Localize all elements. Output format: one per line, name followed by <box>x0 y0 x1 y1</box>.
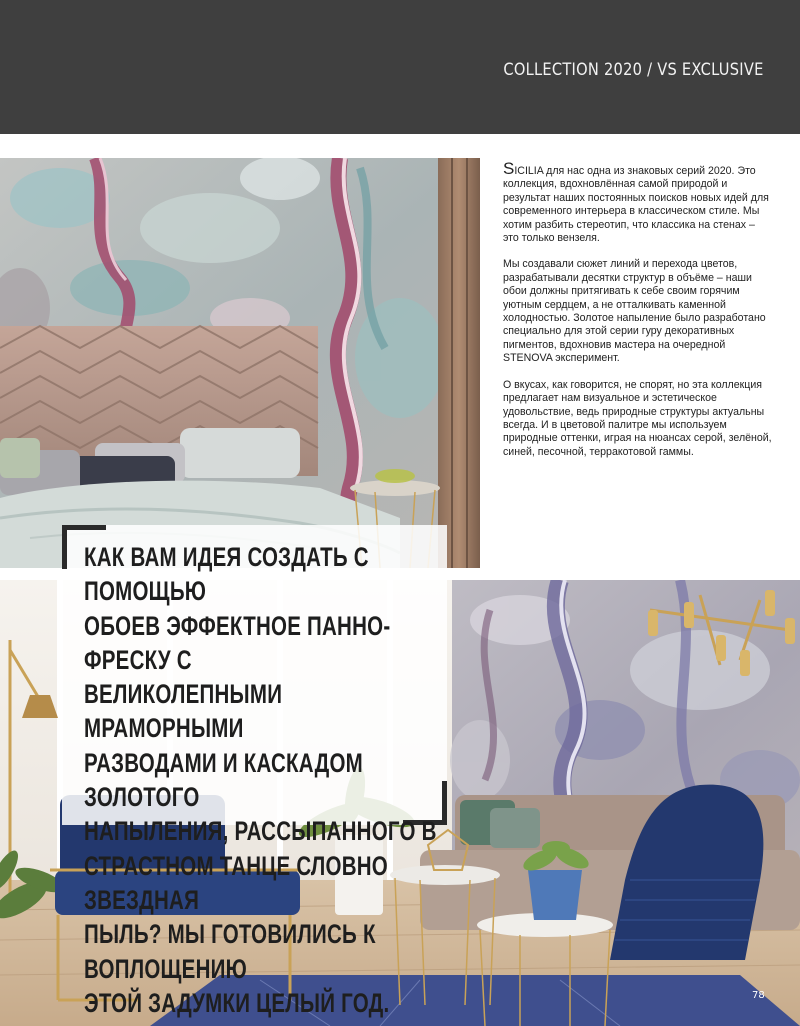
bedroom-photo <box>0 158 480 568</box>
intro-paragraph-1-text: ICILIA для нас одна из знаковых серий 2020. Это коллекция, вдохновлённая самой природой и результат наших постоянных поисков новых идей для современного интерьера в классическом стиле. Мы хотим разбить стереотип, что классика на стенах – это только вензеля. <box>503 165 769 245</box>
intro-paragraph-3: О вкусах, как говорится, не спорят, но эта коллекция предлагает нам визуальное и эстетическое удовольствие, ведь природные структуры актуальны всегда. И в цветовой палитре мы используем природные оттенки, играя на нюансах серой, зелёной, синей, песочной, терракотовой гаммы. <box>503 378 772 458</box>
intro-text <box>503 159 773 472</box>
page-number: 78 <box>752 990 765 1001</box>
page-header <box>0 0 800 134</box>
quote-text: КАК ВАМ ИДЕЯ СОЗДАТЬ С ПОМОЩЬЮ ОБОЕВ ЭФФЕКТНОЕ ПАННО-ФРЕСКУ С ВЕЛИКОЛЕПНЫМИ МРАМОРНЫМИ РАЗВОДАМИ И КАСКАДОМ ЗОЛОТОГО НАПЫЛЕНИЯ, РАССЫПАННОГО В СТРАСТНОМ ТАНЦЕ СЛОВНО ЗВЕЗДНАЯ ПЫЛЬ? МЫ ГОТОВИЛИСЬ К ВОПЛОЩЕНИЮ ЭТОЙ ЗАДУМКИ ЦЕЛЫЙ ГОД. <box>84 542 437 1018</box>
collection-title: COLLECTION 2020 / VS EXCLUSIVE <box>503 60 764 80</box>
dropcap: S <box>503 159 515 178</box>
intro-paragraph-2: Мы создавали сюжет линий и перехода цветов, разрабатывали десятки структур в объёме – наши обои должны притягивать к себе своим горячим уютным сердцем, а не отталкивать каменной холодностью. Золотое напыление было разработано специально для этой серии гуру декоративных пигментов, вдохновив мастера на очередной STENOVA эксперимент. <box>503 258 766 365</box>
intro-paragraph-1 <box>503 159 773 245</box>
